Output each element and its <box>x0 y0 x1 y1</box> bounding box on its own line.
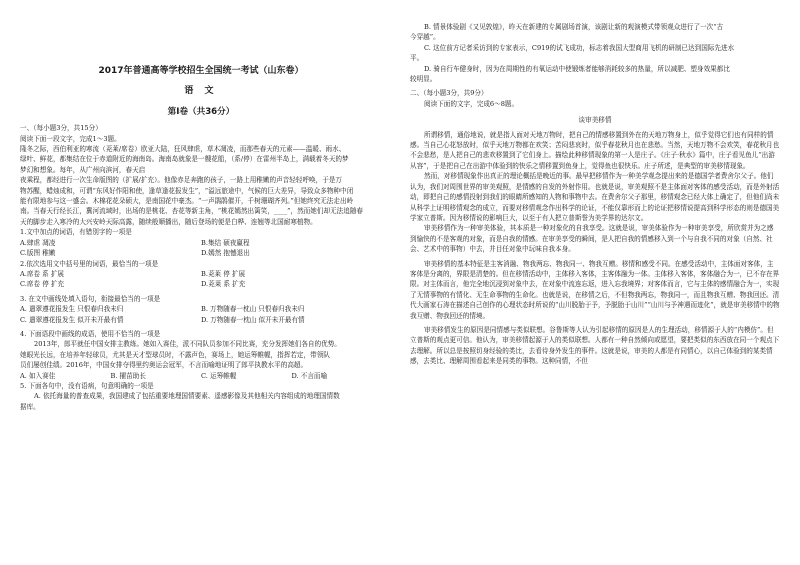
right-column <box>410 22 780 367</box>
option-line: A. 依托海量的普查成果，我国建成了包括重要地理国情要素、遥感影像及其他相关内容组成的地理国情数 <box>34 392 340 401</box>
option-a: A.肆虐 凋凌 <box>20 238 56 247</box>
section-title: 第Ⅰ卷（共36分） <box>167 106 235 117</box>
essay-paragraph: 然而，对移情现象作出真正的理论概括是晚近的事。最早把移情作为一种美学观念提出来的是德国学者费舍尔父子。他们认为，我们对周围世界的审美观照，是情感的自发的外射作用。也就是说，审美观照不是主体面对客体的感受活动，而是外射活动，即把自己的感情投射到我们的眼睛所感知的人物和事物中去。在费舍尔父子那里，移情观念已经大体上确定了，但他们尚未从科学上证明移情观念的成立，而要对移情观念作出科学的论证，不能仅靠形而上的论证把移情说提高到科学形态的则是德国美学家立普斯。因为移情说的影响巨大，以至于有人把立普斯誉为美学界的达尔文。 <box>410 172 780 222</box>
question-4 <box>20 329 382 381</box>
question-stem: 5. 下面各句中，没有语病，句意明确的一项是 <box>20 381 154 390</box>
option-line: B. 情景体验剧《又见敦煌》，昨天在新建的专属剧场首演，该剧让新的观演模式带领观众进行了一次“古 <box>424 23 724 31</box>
option-list <box>20 371 382 381</box>
question-1 <box>20 227 382 258</box>
option-d: D. 万物随春一枕山 似开未开最有情 <box>201 315 305 324</box>
essay-paragraph: 审美移情发生的原因是同情感与类似联想。谷鲁斯等人认为引起移情的原因是人的生理活动，移情源于人的“内模仿”。但立普斯的观点更可信。他认为，审美移情起源于人的类似联想。人都有一种自然倾向或愿望，要把类似的东西放在同一个观点下去理解。所以总是按照切身经验的类比，去看待身外发生的事件。这就是说，审美的人都是有同情心，以自己体验到的某类情感，去类比、理解周围看起来是同类的事物。这种同情，不但 <box>410 325 780 366</box>
option-c: C. 运筹帷幄 <box>201 371 237 380</box>
option-line: 据库。 <box>20 402 40 411</box>
question-2 <box>20 259 382 290</box>
passage-line: 南。当春天行经长江，冀河流域时，出场的是桃花、杏花等新主角，“桃花嫣然出篱笑，____”，然而她们却无法追随春 <box>20 207 364 216</box>
option-c: C.席卷 停 扩充 <box>20 280 65 289</box>
essay-paragraph: 审美移情的基本特征是主客消融、物我两忘、物我同一、物我互赠。移情和感受不同。在感受活动中，主体面对客体，主客体是分离的，界限是清楚的。但在移情活动中，主体移入客体，主客体融为一体。主体移入客体，客体融合为一，已不存在界限。对主体而言，他完全地沉浸到对象中去，在对象中流连忘返，进入忘我境界；对客体而言，它与主体的感情融合为一，实现了无情事物的有情化、无生命事物的生命化。也就是说，在移情之后，不但物我两忘，物我同一，而且物我互赠、物我回还。清代大画家石涛在描述自己创作的心理状态时所说的“山川脱胎于予，予脱胎于山川”“山川与予神遇而迹化”，就是审美移情中的物我互赠、物我回还的情境。 <box>410 259 780 320</box>
question-group-heading: 一、（每小题3分，共15分） <box>20 124 102 133</box>
passage-line: 她眼光长远，在培养年轻球员，尤其是天才型球员时，不露声色，赛场上，她运筹帷幄，指挥若定，带领队 <box>20 350 330 359</box>
option-d: D.茺莱 系 扩充 <box>201 280 246 289</box>
passage-line: 2013年，郎平就任中国女排主教练。她如入赛佳，派不同队员参加不同比赛，充分发挥她们各自的优势。 <box>34 340 341 349</box>
exam-title: 2017年普通高等学校招生全国统一考试（山东卷） <box>98 66 304 76</box>
option-d: D.嫣然 抱憾退出 <box>201 249 250 258</box>
option-b: B.茺莱 停 扩展 <box>201 269 246 278</box>
essay-body <box>410 130 780 367</box>
passage-line: 梦幻和想象。每年，从广州向滨河，春天启 <box>20 165 146 174</box>
question-stem: 3. 在文中画线处填入语句，衔接最恰当的一项是 <box>20 294 161 303</box>
option-c: C. 遣翠遵花报发生 似开未开最有情 <box>20 315 124 324</box>
essay-paragraph: 审美移情作为一种审美体验，其本质是一种对象化的自我享受。这就是说，审美体验作为一种审美享受，所欣赏并为之感到愉快的不是客观的对象，而是自我的情感。在审美享受的瞬间，是人把自我的情感移入到一个与自我不同的对象（自然、社会、艺术中的事物）中去，并目任对象中玩味自我本身。 <box>410 224 774 254</box>
option-a: A. 如入赛佳 <box>20 371 56 380</box>
essay-paragraph: 所谓移情，通俗地说，就是指人面对天地万物时，把自己的情感移置到外在的天地万物身上，似乎觉得它们也有同样的情感。当自己心花怒放时，似乎天地万物都在欢笑；苦闷悲哀时，似乎春花秋月也在悲愁。当然，天地万物不会欢笑，春花秋月也不会悲愁，是人把自己的悲欢移置到了它们身上。描绘此种移情现象的第一人是庄子。《庄子·秋水》篇中，庄子看见鱼儿“出游从容”，于是把自己在出游中体验到的快乐之情移置到鱼身上，觉得鱼也很快乐。庄子所述，是典型的审美移情现象。 <box>410 130 780 170</box>
passage-line: 隆冬之际，西伯利亚的寒流（茺莱/席卷）欧亚大陆，狂风肆虐，草木凋凌，而那些春天的元素——温暖、雨水、 <box>20 145 346 154</box>
passage-1 <box>20 144 382 227</box>
question-5 <box>20 381 382 412</box>
question-3 <box>20 294 382 325</box>
option-b: B. 万物随春一枕山 只恨春归我未归 <box>201 305 305 314</box>
question-group-heading: 二、（每小题3分，共9分） <box>410 89 488 98</box>
passage-line: 能有限地参与这一盛会。木棉花花朵硕大，是南国花中豪杰。“一声鹃鹃催开，千树珊瑚齐列。”但她终究无法走出岭 <box>20 197 354 206</box>
passage-line: 绿叶、鲜花，都集结在位于赤道附近的海南岛。海南岛就象是一艘花船，（系/停）在雷州半岛上，满载着冬天的梦 <box>20 155 349 164</box>
option-list <box>20 269 382 290</box>
option-b: B. 擢苗助长 <box>110 371 146 380</box>
option-d: D. 不言而喻 <box>291 371 328 380</box>
essay-title: 谈审美移情 <box>578 116 612 125</box>
option-line: C. 这位前方记者采访到的专家表示，C919的试飞成功，标志着我国大型商用飞机的研制已达到国际先进水 <box>424 43 735 52</box>
option-line: 较明显。 <box>410 75 437 84</box>
option-a: A. 遣翠遵花报发生 只恨春归我未归 <box>20 305 124 314</box>
option-a: A.席卷 系 扩展 <box>20 269 65 278</box>
question-stem: 4. 下面语段中画线的成语，使用不恰当的一项是 <box>20 329 161 338</box>
question-5-continued <box>410 22 780 84</box>
passage-line: 员们屡创佳绩。2016年，中国女排夺得里约奥运会冠军，不言而喻地证明了郎平执教水平的高超。 <box>20 361 308 370</box>
option-c: C.版图 稚嫩 <box>20 249 56 258</box>
subject-title: 语 文 <box>184 86 218 97</box>
option-list <box>20 238 382 259</box>
option-list <box>20 304 382 325</box>
option-line: 今穿越”。 <box>410 33 440 42</box>
option-line: D. 骑自行车健身时，因为在周期性的有氧运动中使锻炼者能够消耗较多的热量，所以减肥、塑身效果都比 <box>424 64 730 73</box>
option-line: 平。 <box>410 54 424 63</box>
passage-line: 天的脚步走入寒冷的大兴安岭天际高露，随续般顺播出，随后登场的便是白桦、连翘等北国耐寒植物。 <box>20 217 317 226</box>
passage-line: 夜乘程，都经进行一次生命版图的（扩展/扩充）。他像赤足奔跑的孩子，一路上用稚嫩的声音轻轻呼唤，于是万 <box>20 176 343 185</box>
option-b: B.集结 硕夜羸程 <box>201 238 250 247</box>
question-group-note: 阅读下面的文字，完成6～8题。 <box>424 99 519 108</box>
question-stem: 2.依次选用文中括号里的词语，最恰当的一项是 <box>20 259 159 268</box>
left-column <box>20 22 382 412</box>
question-group-note: 阅读下面一段文字，完成1～3题。 <box>20 134 121 143</box>
passage-line: 物苏醒，蜡烛成和，可谓“东风好作阳和使，逢草逢花报发生”，“溢远旅途中，气候的巨大差异，导致众多物种中闭 <box>20 186 354 195</box>
question-stem: 1.文中加点的词语，有错别字的一项是 <box>20 228 132 237</box>
